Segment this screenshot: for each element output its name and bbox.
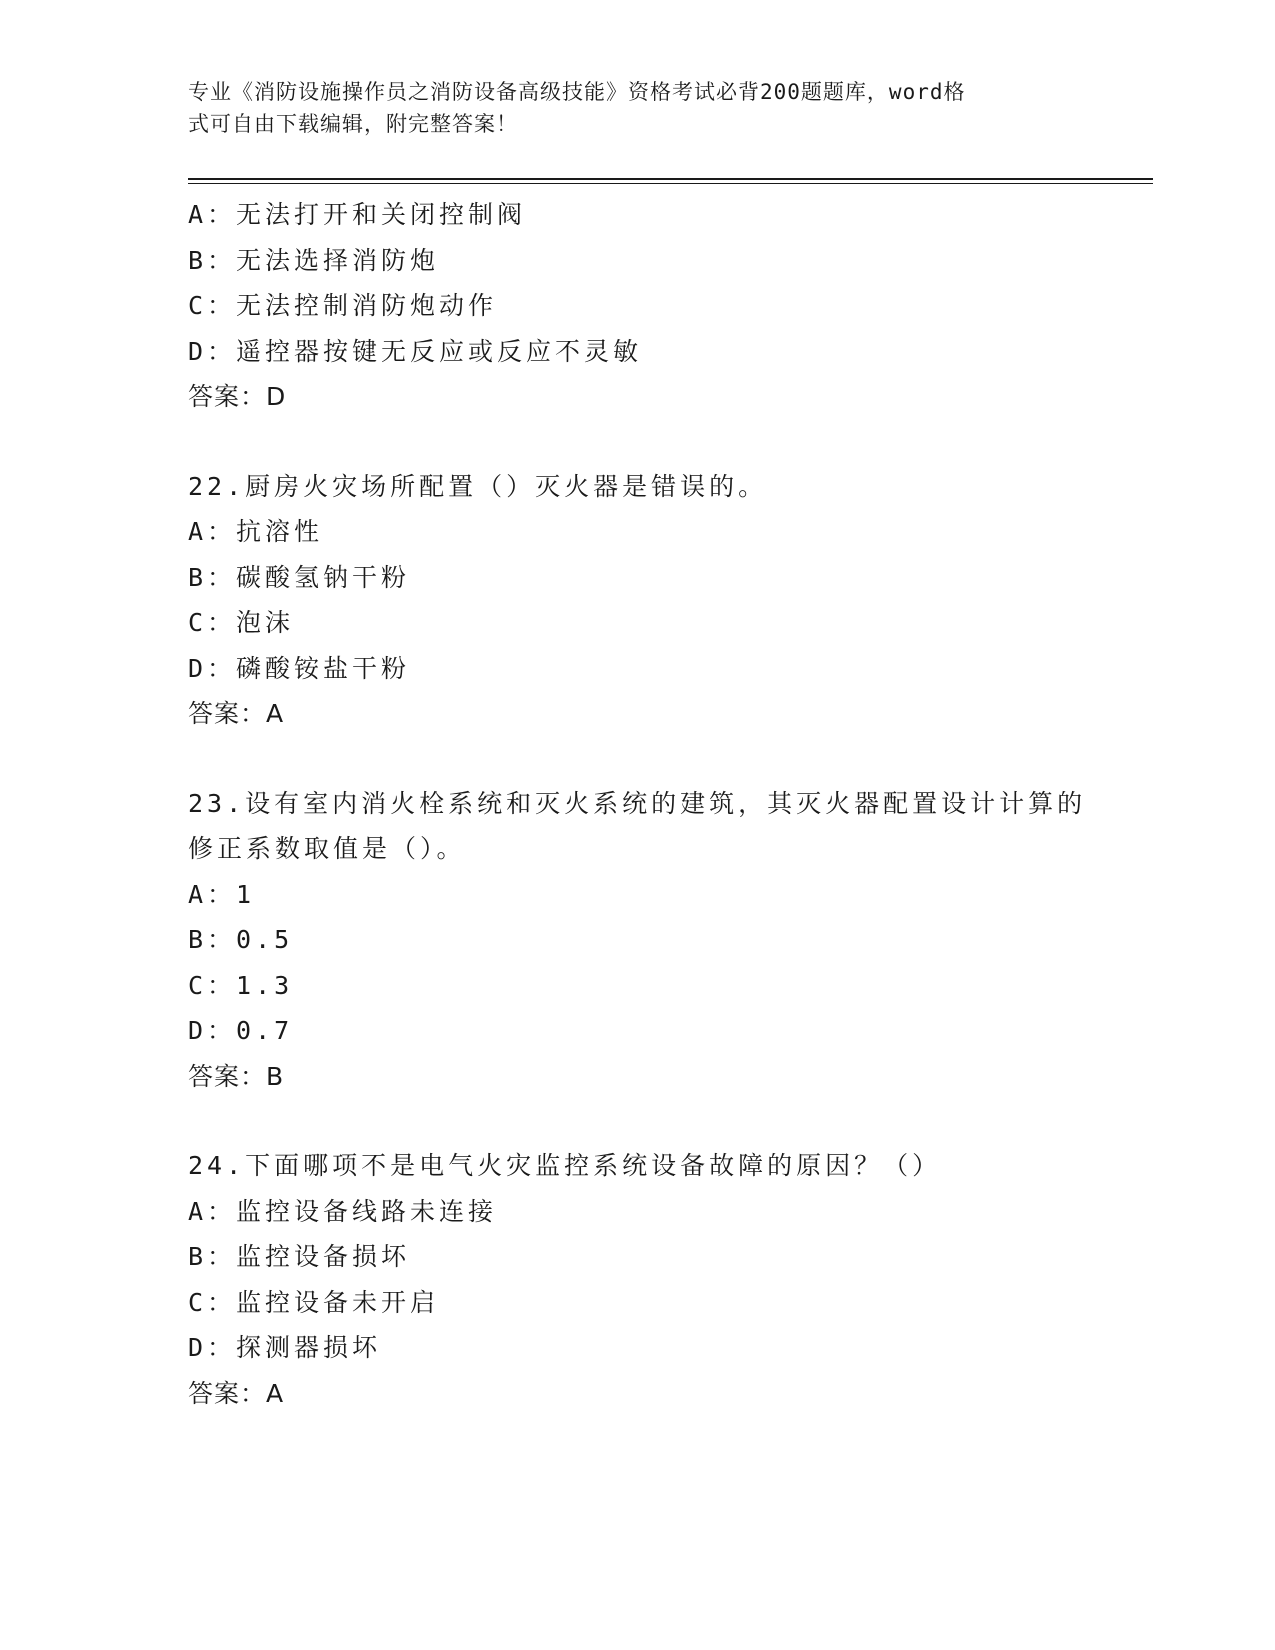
question-block-21 [188,192,1088,420]
question-block-24 [188,1143,1088,1416]
answer-line: 答案：A [188,1378,285,1408]
option-d: D：磷酸铵盐干粉 [188,653,411,683]
header-divider-top [188,178,1153,180]
spacer [188,737,1088,781]
answer-line: 答案：B [188,1061,285,1091]
option-c: C：1.3 [188,970,294,1000]
header-line-2: 式可自由下载编辑，附完整答案！ [188,112,518,136]
spacer [188,1099,1088,1143]
option-b: B：碳酸氢钠干粉 [188,562,411,592]
option-b: B：无法选择消防炮 [188,245,440,275]
option-a: A：1 [188,879,256,909]
question-title-line-2: 修正系数取值是（）。 [188,834,466,863]
option-d: D：0.7 [188,1016,294,1045]
option-b: B：监控设备损坏 [188,1242,411,1271]
option-b: B：0.5 [188,925,294,954]
header-divider-bottom [188,183,1153,184]
answer-line: 答案：A [188,699,285,728]
document-header [188,76,1068,140]
option-d: D：遥控器按键无反应或反应不灵敏 [188,336,643,366]
option-a: A：无法打开和关闭控制阀 [188,200,527,229]
option-a: A：监控设备线路未连接 [188,1196,498,1226]
header-line-1: 专业《消防设施操作员之消防设备高级技能》资格考试必背200题题库，word格 [188,80,966,104]
spacer [188,420,1088,464]
question-title: 24.下面哪项不是电气火灾监控系统设备故障的原因？（） [188,1151,942,1180]
option-c: C：泡沫 [188,608,295,637]
question-list [188,192,1088,1416]
option-d: D：探测器损坏 [188,1333,382,1362]
option-c: C：无法控制消防炮动作 [188,291,498,320]
option-a: A：抗溶性 [188,517,324,546]
question-title-line-1: 23.设有室内消火栓系统和灭火系统的建筑，其灭火器配置设计计算的 [188,788,1087,818]
question-block-23 [188,781,1088,1100]
question-title: 22.厨房火灾场所配置（）灭火器是错误的。 [188,471,768,501]
answer-line: 答案：D [188,382,287,411]
option-c: C：监控设备未开启 [188,1287,440,1317]
question-block-22 [188,464,1088,737]
